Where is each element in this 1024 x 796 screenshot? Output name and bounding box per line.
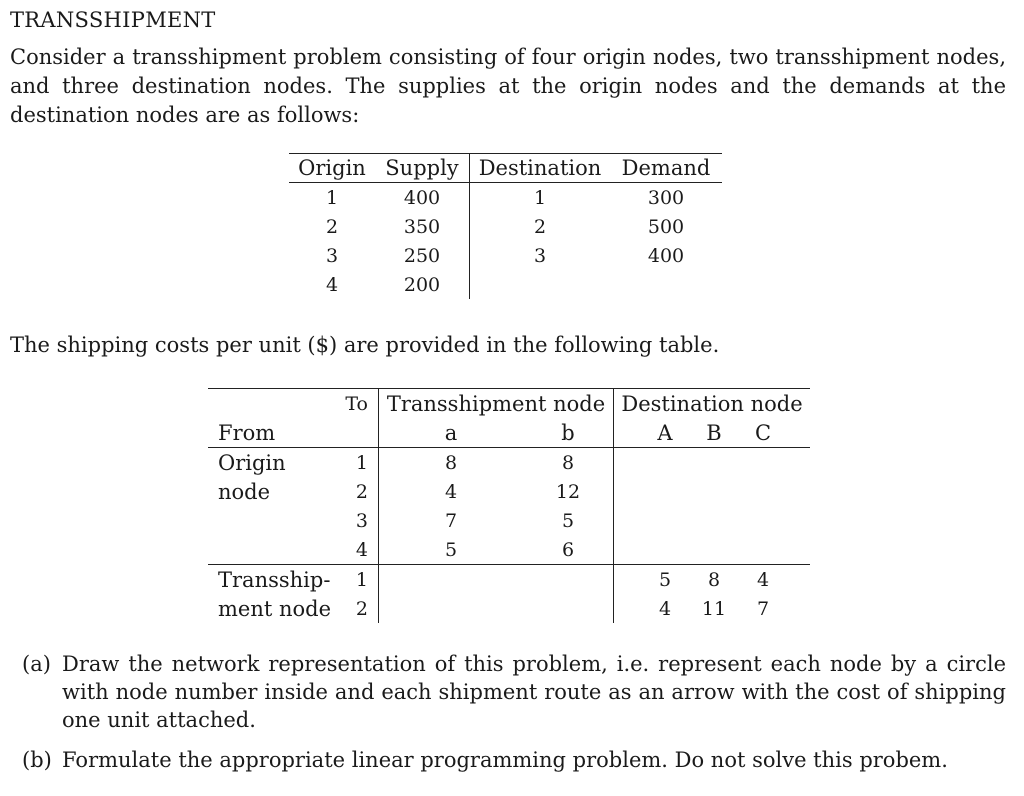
to-label: To [340, 389, 379, 419]
table-row [208, 506, 810, 535]
origin-cell: 2 [325, 215, 339, 238]
demand-cell: 300 [647, 186, 685, 209]
header-supply: Supply [375, 154, 470, 183]
column-header-b: b [523, 418, 614, 448]
header-destination: Destination [470, 154, 611, 183]
table-row [208, 535, 810, 565]
supply-cell: 350 [403, 215, 441, 238]
origin-node-label-line1: Origin [218, 450, 286, 475]
cost-subheader-row [208, 418, 810, 448]
demand-cell: 400 [647, 244, 685, 267]
origin-cell: 4 [325, 273, 339, 296]
transshipment-node-label-line2: ment node [218, 596, 332, 621]
supply-demand-table [289, 153, 722, 299]
column-header-a: a [379, 418, 524, 448]
cost-cell: 5 [379, 535, 524, 565]
destination-node-header: Destination node [614, 389, 811, 419]
section-heading: TRANSSHIPMENT [10, 8, 216, 32]
cost-cell: 4 [614, 594, 693, 623]
question-text: Formulate the appropriate linear programming problem. Do not solve this probem. [62, 748, 948, 772]
cost-cell: 8 [379, 448, 524, 478]
question-marker: (b) [22, 748, 52, 772]
supply-cell: 400 [403, 186, 441, 209]
row-index: 4 [340, 535, 379, 565]
origin-cell: 1 [325, 186, 339, 209]
origin-node-label-line2: node [218, 479, 271, 504]
question-list [22, 650, 1006, 786]
transshipment-node-header: Transshipment node [379, 389, 614, 419]
question-marker: (a) [22, 652, 51, 676]
supply-cell: 200 [403, 273, 441, 296]
destination-cell: 3 [470, 241, 611, 270]
table-row [289, 270, 722, 299]
header-demand: Demand [610, 154, 722, 183]
question-item [22, 746, 1006, 774]
cost-intro-paragraph: The shipping costs per unit ($) are provided in the following table. [10, 333, 720, 357]
cost-cell: 4 [756, 568, 770, 591]
supply-cell: 250 [403, 244, 441, 267]
row-index: 3 [355, 509, 368, 532]
table-row [289, 241, 722, 270]
table-row [208, 448, 810, 478]
demand-cell: 500 [647, 215, 685, 238]
table-row [208, 565, 810, 595]
column-header-A: A [614, 418, 693, 448]
table-row [208, 594, 810, 623]
cost-cell: 8 [561, 451, 575, 474]
table-row [289, 212, 722, 241]
row-index: 1 [355, 451, 368, 474]
cost-cell: 5 [614, 565, 693, 595]
question-text: Draw the network representation of this problem, i.e. represent each node by a circle with node number inside and each shipment route as an arrow with the cost of shipping one unit attached. [62, 652, 1006, 732]
cost-cell: 12 [555, 480, 581, 503]
intro-paragraph: Consider a transshipment problem consisting of four origin nodes, two transshipment nodes, and three destination nodes. The supplies at the origin nodes and the demands at the destination nodes are as follows: [10, 45, 1006, 127]
cost-cell: 4 [379, 477, 524, 506]
table-row [208, 477, 810, 506]
table-row [289, 183, 722, 213]
cost-cell: 6 [523, 535, 614, 565]
column-header-C: C [736, 418, 810, 448]
cost-cell: 8 [707, 568, 721, 591]
destination-cell: 2 [470, 212, 611, 241]
cost-header-row [208, 389, 810, 419]
cost-cell: 11 [701, 597, 727, 620]
cost-cell: 7 [379, 506, 524, 535]
shipping-cost-table [208, 388, 810, 623]
supply-demand-header-row [289, 154, 722, 183]
demand-cell [610, 270, 722, 299]
transshipment-node-label-line1: Transship- [218, 567, 331, 592]
row-index: 2 [355, 480, 368, 503]
cost-cell: 5 [561, 509, 575, 532]
destination-cell [470, 270, 611, 299]
row-index: 2 [355, 597, 368, 620]
origin-cell: 3 [325, 244, 339, 267]
row-index: 1 [355, 568, 368, 591]
header-origin: Origin [289, 154, 375, 183]
question-item [22, 650, 1006, 734]
destination-cell: 1 [470, 183, 611, 213]
column-header-B: B [692, 418, 736, 448]
from-label: From [208, 418, 340, 448]
cost-cell: 7 [756, 597, 770, 620]
